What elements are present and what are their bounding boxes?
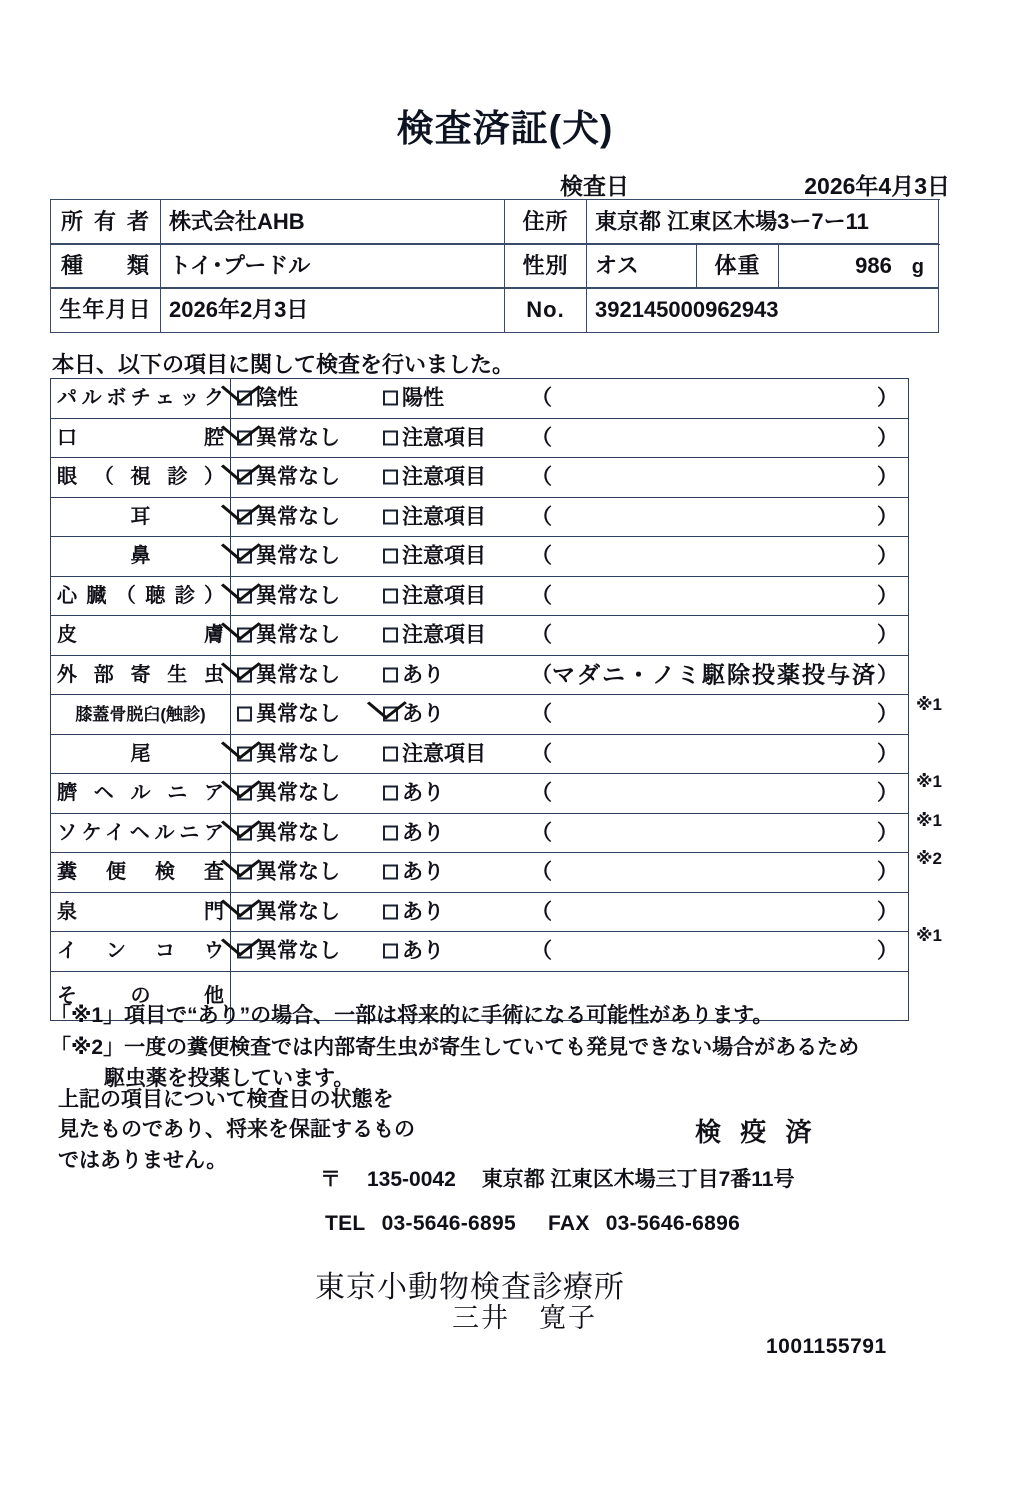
animal-info-table — [50, 199, 939, 245]
checklist-row — [51, 892, 909, 932]
checkbox-checked-icon[interactable] — [237, 667, 252, 682]
clinic-zip: 135-0042 — [367, 1168, 456, 1191]
checkbox-option[interactable] — [237, 585, 340, 606]
paren-close: ） — [877, 860, 898, 884]
checkbox-option[interactable] — [383, 783, 444, 804]
checkbox-empty-icon[interactable] — [383, 667, 398, 682]
paren-open: （ — [531, 900, 552, 924]
paren-close: ） — [877, 505, 898, 529]
fax-label: FAX — [547, 1212, 590, 1235]
paren-open: （ — [531, 781, 552, 805]
checklist-item-label: 糞便検査 — [51, 853, 231, 893]
breed-label: 種類 — [51, 244, 161, 289]
checklist-row — [51, 458, 909, 498]
checkbox-label: 異常なし — [256, 465, 340, 489]
weight-value: 986 — [855, 252, 892, 278]
checkbox-checked-icon[interactable] — [237, 628, 252, 643]
checkbox-empty-icon[interactable] — [383, 391, 398, 406]
checkbox-label: 注意項目 — [402, 544, 486, 568]
paren-open: （ — [531, 465, 552, 489]
checkbox-checked-icon[interactable] — [237, 944, 252, 959]
checklist-item-label: ソケイヘルニア — [51, 813, 231, 853]
checklist-item-label: 外部寄生虫 — [51, 655, 231, 695]
checkbox-option[interactable] — [237, 388, 298, 409]
checkbox-option[interactable] — [237, 941, 340, 962]
closing-line-3: ではありません。 — [58, 1148, 228, 1172]
checklist-remark-field[interactable] — [531, 546, 898, 567]
checklist-remark-field[interactable] — [531, 783, 898, 804]
checkbox-option[interactable] — [237, 546, 340, 567]
sex-value: オス — [587, 244, 697, 289]
paren-open: （ — [531, 505, 552, 529]
checkbox-option[interactable] — [237, 783, 340, 804]
registration-no-label: No. — [505, 288, 587, 333]
checklist-item-label: 心臓（聴診） — [51, 576, 231, 616]
clinic-address-line — [320, 1163, 794, 1193]
lead-in-text: 本日、以下の項目に関して検査を行いました。 — [52, 352, 515, 377]
checkbox-label: 異常なし — [256, 860, 340, 884]
checkbox-label: あり — [402, 821, 444, 845]
paren-open: （ — [531, 426, 552, 450]
owner-value: 株式会社AHB — [161, 200, 505, 245]
registration-no-value: 392145000962943 — [587, 288, 939, 333]
paren-close: ） — [877, 939, 898, 963]
checkbox-checked-icon[interactable] — [237, 825, 252, 840]
checkbox-option[interactable] — [237, 901, 340, 922]
checklist-row — [51, 537, 909, 577]
paren-close: ） — [877, 663, 898, 687]
clinic-address: 東京都 江東区木場三丁目7番11号 — [481, 1168, 795, 1191]
owner-label: 所有者 — [51, 200, 161, 245]
checklist-item-options — [231, 892, 909, 932]
clinic-name: 東京小動物検査診療所 — [315, 1271, 625, 1304]
checklist-row — [51, 418, 909, 458]
checkbox-label: 注意項目 — [402, 505, 486, 529]
checkbox-label: あり — [402, 781, 444, 805]
checklist-remark-field[interactable] — [531, 901, 898, 922]
checkbox-label: 異常なし — [256, 781, 340, 805]
footnote-marker: ※1 — [916, 695, 942, 715]
paren-open: （ — [531, 623, 552, 647]
checklist-item-label: 耳 — [51, 497, 231, 537]
birth-label: 生年月日 — [51, 288, 161, 333]
checklist-item-options — [231, 655, 909, 695]
checkbox-label: 注意項目 — [402, 465, 486, 489]
checklist-item-label: 尾 — [51, 734, 231, 774]
checkbox-option[interactable] — [383, 901, 444, 922]
checklist-row — [51, 576, 909, 616]
paren-close: ） — [877, 623, 898, 647]
checkbox-empty-icon[interactable] — [383, 746, 398, 761]
checkbox-option[interactable] — [237, 467, 340, 488]
paren-close: ） — [877, 781, 898, 805]
footnotes — [50, 1000, 950, 1095]
paren-open: （ — [531, 386, 552, 410]
checklist-row — [51, 932, 909, 972]
checklist-remark-field[interactable] — [531, 467, 898, 488]
checkbox-label: 異常なし — [256, 742, 340, 766]
table-row-owner — [51, 200, 939, 245]
paren-close: ） — [877, 702, 898, 726]
checklist-row — [51, 655, 909, 695]
checkbox-option[interactable] — [237, 704, 340, 725]
inspection-checklist-table — [50, 378, 909, 1021]
checklist-item-options — [231, 932, 909, 972]
checkbox-label: 注意項目 — [402, 623, 486, 647]
table-row-birth — [51, 288, 939, 333]
checklist-remark-field[interactable] — [531, 427, 898, 448]
checklist-remark-field[interactable] — [531, 941, 898, 962]
checkbox-empty-icon[interactable] — [383, 430, 398, 445]
paren-close: ） — [877, 742, 898, 766]
checkbox-option[interactable] — [383, 388, 444, 409]
veterinarian-name: 三井 寛子 — [452, 1303, 597, 1333]
fax-number: 03-5646-6896 — [605, 1212, 741, 1235]
checklist-row — [51, 379, 909, 419]
checklist-item-label: 泉 門 — [51, 892, 231, 932]
checkbox-label: あり — [402, 860, 444, 884]
checkbox-empty-icon[interactable] — [383, 786, 398, 801]
checkbox-checked-icon[interactable] — [237, 509, 252, 524]
footnote-marker: ※1 — [916, 810, 942, 830]
checklist-item-options — [231, 774, 909, 814]
footnote-marker: ※2 — [916, 849, 942, 869]
checkbox-checked-icon[interactable] — [237, 470, 252, 485]
paren-open: （ — [531, 742, 552, 766]
checklist-item-options — [231, 813, 909, 853]
checklist-item-label: パルボチェック — [51, 379, 231, 419]
paren-open: （ — [531, 702, 552, 726]
checkbox-checked-icon[interactable] — [237, 904, 252, 919]
footnote-2: 「※2」一度の糞便検査では内部寄生虫が寄生していても発見できない場合があるため — [50, 1035, 860, 1059]
checklist-remark-field[interactable] — [531, 625, 898, 646]
footnote-1: 「※1」項目で“あり”の場合、一部は将来的に手術になる可能性があります。 — [50, 1004, 774, 1027]
checkbox-label: 注意項目 — [402, 584, 486, 608]
paren-close: ） — [877, 386, 898, 410]
page-title: 検査済証(犬) — [396, 108, 614, 149]
address-label: 住所 — [505, 200, 587, 245]
checkbox-label: 異常なし — [256, 821, 340, 845]
checklist-item-options — [231, 458, 909, 498]
checklist-item-options — [231, 616, 909, 656]
checkbox-empty-icon[interactable] — [383, 944, 398, 959]
birth-value: 2026年2月3日 — [161, 288, 505, 333]
footnote-marker: ※1 — [916, 772, 942, 792]
paren-open: （ — [531, 860, 552, 884]
address-value: 東京都 江東区木場3ー7ー11 — [587, 200, 939, 245]
checklist-item-options — [231, 379, 909, 419]
checklist-item-options — [231, 734, 909, 774]
checkbox-option[interactable] — [237, 822, 340, 843]
checkbox-label: 異常なし — [256, 544, 340, 568]
checkbox-label: 異常なし — [256, 939, 340, 963]
checkbox-label: 異常なし — [256, 505, 340, 529]
checkbox-checked-icon[interactable] — [237, 865, 252, 880]
checklist-remark-field[interactable] — [531, 585, 898, 606]
checklist-row — [51, 774, 909, 814]
checkbox-label: 異常なし — [256, 702, 340, 726]
checkbox-label: あり — [402, 663, 444, 687]
checkbox-option[interactable] — [237, 506, 340, 527]
exam-date-label: 検査日 — [560, 173, 629, 199]
paren-open: （ — [531, 663, 552, 687]
checklist-row — [51, 695, 909, 735]
sex-label: 性別 — [505, 244, 587, 289]
checkbox-checked-icon[interactable] — [237, 391, 252, 406]
checkbox-option[interactable] — [237, 862, 340, 883]
checklist-row — [51, 616, 909, 656]
checkbox-option[interactable] — [383, 467, 486, 488]
checkbox-option[interactable] — [383, 664, 444, 685]
checkbox-option[interactable] — [383, 822, 444, 843]
checkbox-option[interactable] — [383, 506, 486, 527]
checkbox-option[interactable] — [383, 704, 444, 725]
footnote-marker: ※1 — [916, 926, 942, 946]
checklist-remark-field[interactable] — [531, 822, 898, 843]
checkbox-empty-icon[interactable] — [383, 825, 398, 840]
paren-open: （ — [531, 939, 552, 963]
checkbox-empty-icon[interactable] — [383, 865, 398, 880]
zip-symbol: 〒 — [320, 1168, 341, 1191]
checkbox-checked-icon[interactable] — [237, 549, 252, 564]
checkbox-empty-icon[interactable] — [383, 904, 398, 919]
checkbox-label: 注意項目 — [402, 426, 486, 450]
checklist-remark-field[interactable] — [531, 663, 898, 686]
checklist-remark-field[interactable] — [531, 743, 898, 764]
checklist-item-label: 鼻 — [51, 537, 231, 577]
checkbox-label: 異常なし — [256, 900, 340, 924]
checkbox-option[interactable] — [383, 585, 486, 606]
checklist-remark-text: マダニ・ノミ駆除投薬投与済 — [552, 661, 877, 688]
checkbox-empty-icon[interactable] — [383, 509, 398, 524]
closing-line-2: 見たものであり、将来を保証するもの — [58, 1118, 415, 1142]
checkbox-checked-icon[interactable] — [237, 746, 252, 761]
checkbox-label: あり — [402, 702, 444, 726]
checklist-item-label: 臍ヘルニア — [51, 774, 231, 814]
checklist-row — [51, 813, 909, 853]
checkbox-checked-icon[interactable] — [383, 707, 398, 722]
paren-open: （ — [531, 821, 552, 845]
document-number: 1001155791 — [766, 1335, 887, 1358]
checkbox-option[interactable] — [383, 941, 444, 962]
checkbox-option[interactable] — [383, 546, 486, 567]
checklist-item-label: 膝蓋骨脱臼(触診) — [51, 695, 231, 735]
exam-date-row — [560, 168, 950, 198]
checkbox-label: あり — [402, 900, 444, 924]
checklist-item-options — [231, 537, 909, 577]
checklist-item-label: 眼（視診） — [51, 458, 231, 498]
weight-label: 体重 — [697, 244, 779, 289]
checkbox-option[interactable] — [237, 427, 340, 448]
weight-value-cell — [779, 244, 939, 289]
checklist-row — [51, 497, 909, 537]
checkbox-option[interactable] — [237, 625, 340, 646]
checkbox-label: 異常なし — [256, 584, 340, 608]
tel-number: 03-5646-6895 — [381, 1212, 516, 1235]
paren-close: ） — [877, 900, 898, 924]
checkbox-empty-icon[interactable] — [383, 588, 398, 603]
checklist-remark-field[interactable] — [531, 506, 898, 527]
checkbox-label: 異常なし — [256, 623, 340, 647]
checkbox-option[interactable] — [383, 862, 444, 883]
paren-close: ） — [877, 584, 898, 608]
paren-close: ） — [877, 821, 898, 845]
paren-close: ） — [877, 544, 898, 568]
tel-label: TEL — [325, 1212, 366, 1235]
paren-open: （ — [531, 544, 552, 568]
checklist-remark-field[interactable] — [531, 862, 898, 883]
quarantine-stamp: 検 疫 済 — [695, 1117, 818, 1147]
checkbox-checked-icon[interactable] — [237, 786, 252, 801]
paren-close: ） — [877, 426, 898, 450]
checkbox-label: あり — [402, 939, 444, 963]
checklist-item-options — [231, 576, 909, 616]
checklist-row — [51, 734, 909, 774]
checkbox-option[interactable] — [383, 427, 486, 448]
checkbox-option[interactable] — [383, 625, 486, 646]
checkbox-checked-icon[interactable] — [237, 430, 252, 445]
checkbox-empty-icon[interactable] — [237, 707, 252, 722]
checkbox-label: 注意項目 — [402, 742, 486, 766]
checkbox-label: 陽性 — [402, 386, 444, 410]
checkbox-label: 陰性 — [256, 386, 298, 410]
checklist-remark-field[interactable] — [531, 388, 898, 409]
breed-value: トイ･プードル — [161, 244, 505, 289]
checkbox-empty-icon[interactable] — [383, 470, 398, 485]
checkbox-empty-icon[interactable] — [383, 628, 398, 643]
checkbox-checked-icon[interactable] — [237, 588, 252, 603]
breed-info-table — [50, 243, 939, 289]
checkbox-option[interactable] — [383, 743, 486, 764]
checklist-remark-field[interactable] — [531, 704, 898, 725]
checklist-item-label: 口 腔 — [51, 418, 231, 458]
checklist-item-options — [231, 695, 909, 735]
clinic-contact-line — [325, 1212, 740, 1236]
checkbox-label: 異常なし — [256, 663, 340, 687]
checkbox-option[interactable] — [237, 743, 340, 764]
checklist-item-label: 皮 膚 — [51, 616, 231, 656]
footnote-2-continued: 駆虫薬を投薬しています。 — [104, 1067, 355, 1090]
weight-unit: g — [911, 255, 924, 278]
closing-line-1: 上記の項目について検査日の状態を — [58, 1088, 394, 1111]
exam-date-value: 2026年4月3日 — [804, 173, 950, 199]
checklist-item-options — [231, 418, 909, 458]
birth-info-table — [50, 287, 939, 333]
checklist-item-options — [231, 497, 909, 537]
table-row-breed — [51, 244, 939, 289]
checkbox-option[interactable] — [237, 664, 340, 685]
checklist-row — [51, 853, 909, 893]
other-label: そ の 他 — [51, 971, 231, 1020]
paren-open: （ — [531, 584, 552, 608]
paren-close: ） — [877, 465, 898, 489]
checkbox-empty-icon[interactable] — [383, 549, 398, 564]
checklist-item-options — [231, 853, 909, 893]
checkbox-label: 異常なし — [256, 426, 340, 450]
checklist-item-label: インコウ — [51, 932, 231, 972]
